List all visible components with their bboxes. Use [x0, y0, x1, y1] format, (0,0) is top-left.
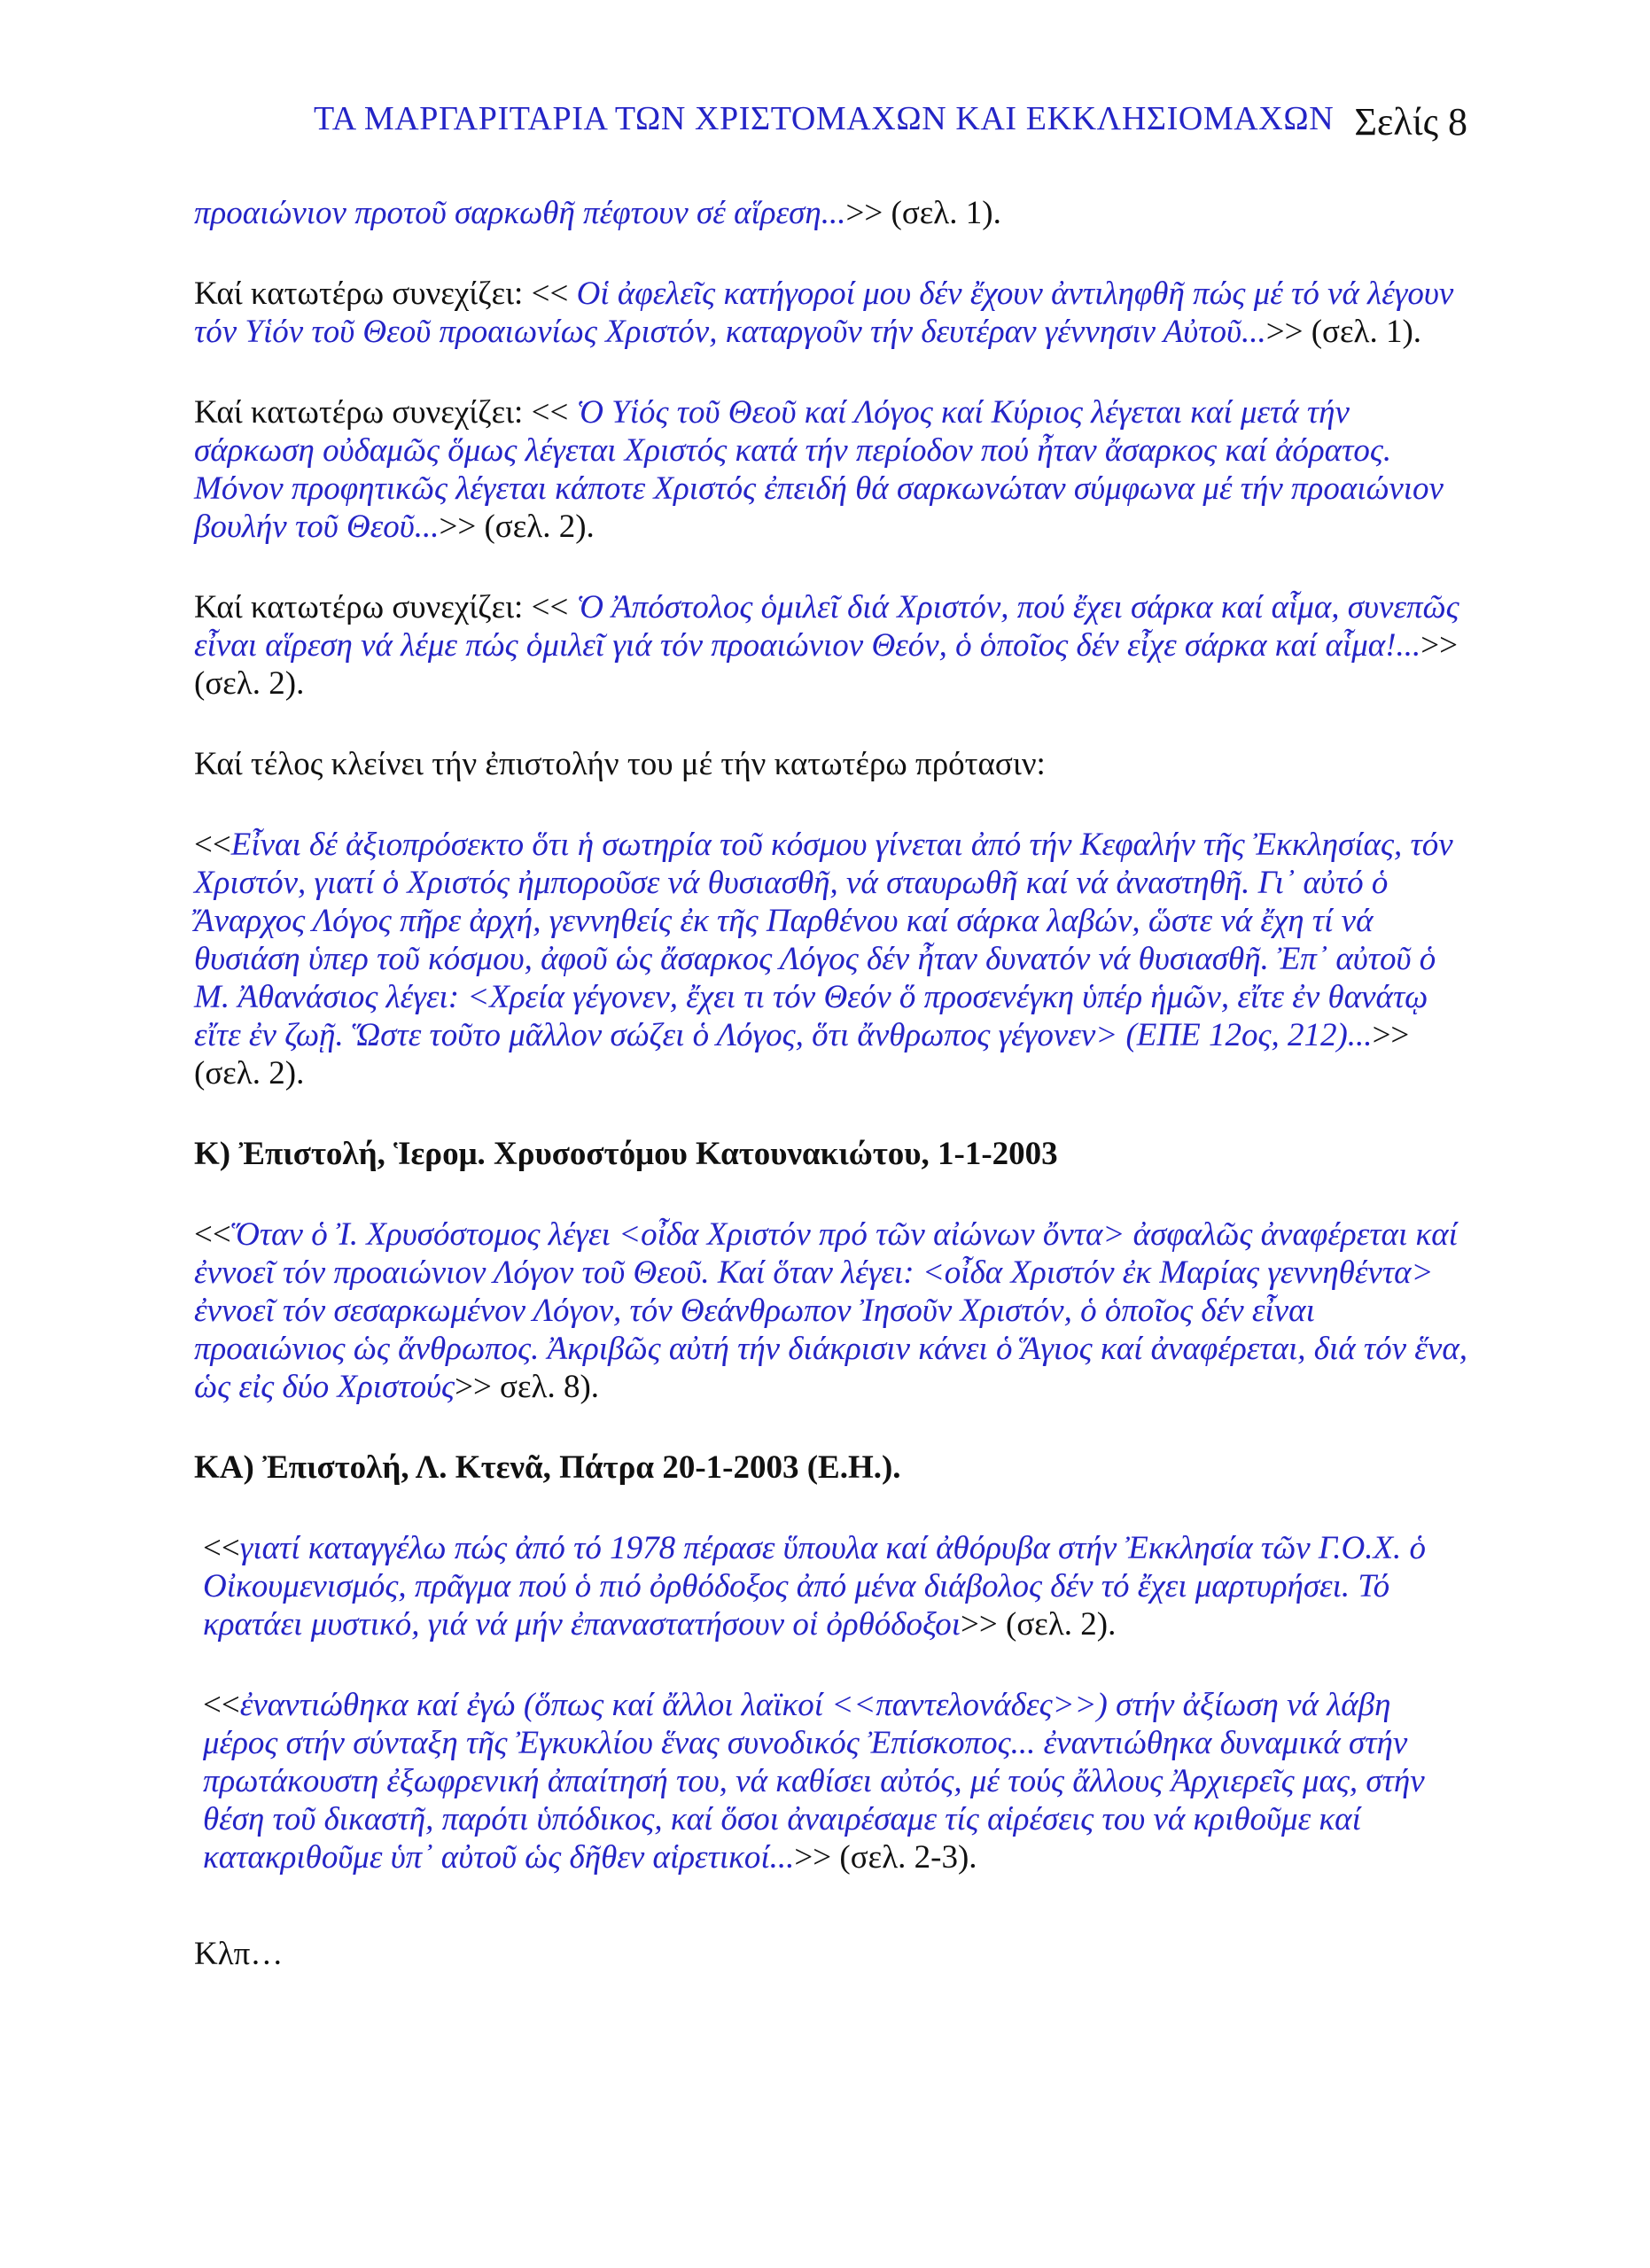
- excerpt-paragraph: [194, 1529, 1467, 1643]
- quote-text: ἐναντιώθηκα καί ἐγώ (ὅπως καί ἄλλοι λαϊκοί <<παντελονάδες>>) στήν ἀξίωση νά λάβη μέρος στήν σύνταξη τῆς Ἐγκυκλίου ἕνας συνοδικός Ἐπίσκοπος... ἐναντιώθηκα δυναμικά στήν πρωτάκουστη ἐξωφρενική ἀπαίτησή του, νά καθίσει αὐτός, μέ τούς ἄλλους Ἀρχιερεῖς μας, στήν θέση τοῦ δικαστῆ, παρότι ὑπόδικος, καί ὅσοι ἀναιρέσαμε τίς αἱρέσεις του νά κριθοῦμε καί κατακριθοῦμε ὑπ᾽ αὐτοῦ ὡς δῆθεν αἱρετικοί...: [203, 1687, 1425, 1876]
- closing-etc: Κλπ…: [194, 1936, 284, 1972]
- citation: >> (σελ. 2).: [194, 1017, 1410, 1091]
- quote-text: Ὅταν ὁ Ἰ. Χρυσόστομος λέγει <οἶδα Χριστόν πρό τῶν αἰώνων ὄντα> ἀσφαλῶς ἀναφέρεται καί ἐννοεῖ τόν προαιώνιον Λόγον τοῦ Θεοῦ. Καί ὅταν λέγει: <οἶδα Χριστόν ἐκ Μαρίας γεννηθέντα> ἐννοεῖ τόν σεσαρκωμένον Λόγον, τόν Θεάνθρωπον Ἰησοῦν Χριστόν, ὁ ὁποῖος δέν εἶναι προαιώνιος ὡς ἄνθρωπος. Ἀκριβῶς αὐτή τήν διάκρισιν κάνει ὁ Ἅγιος καί ἀναφέρεται, διά τόν ἕνα, ὡς εἰς δύο Χριστούς: [194, 1216, 1467, 1405]
- excerpt-paragraph: [194, 588, 1467, 703]
- quote-text: Οἱ ἀφελεῖς κατήγοροί μου δέν ἔχουν ἀντιληφθῆ πώς μέ τό νά λέγουν τόν Υἱόν τοῦ Θεοῦ προαιωνίως Χριστόν, καταργοῦν τήν δευτέραν γέννησιν Αὐτοῦ...: [194, 276, 1454, 350]
- citation: >> (σελ. 2-3).: [794, 1839, 977, 1876]
- quote-text: προαιώνιον προτοῦ σαρκωθῆ πέφτουν σέ αἵρεση...: [194, 195, 846, 231]
- intro-text: <<: [194, 827, 231, 863]
- section-heading-k: Κ) Ἐπιστολή, Ἱερομ. Χρυσοστόμου Κατουνακιώτου, 1-1-2003: [194, 1136, 1058, 1172]
- citation: >> (σελ. 1).: [1265, 314, 1422, 350]
- quote-text: Ὁ Ἀπόστολος ὁμιλεῖ διά Χριστόν, πού ἔχει σάρκα καί αἷμα, συνεπῶς εἶναι αἵρεση νά λέμε πώς ὁμιλεῖ γιά τόν προαιώνιον Θεόν, ὁ ὁποῖος δέν εἶχε σάρκα καί αἷμα!...: [194, 589, 1459, 664]
- page-number: Σελίς 8: [1354, 100, 1467, 144]
- running-header-title: ΤΑ ΜΑΡΓΑΡΙΤΑΡΙΑ ΤΩΝ ΧΡΙΣΤΟΜΑΧΩΝ ΚΑΙ ΕΚΚΛΗΣΙΟΜΑΧΩΝ: [314, 100, 1335, 137]
- excerpt-paragraph: [194, 826, 1467, 1092]
- intro-text: Καί κατωτέρω συνεχίζει: <<: [194, 589, 577, 625]
- section-heading-ka: ΚΑ) Ἐπιστολή, Λ. Κτενᾶ, Πάτρα 20-1-2003 (Ε.Η.).: [194, 1449, 901, 1486]
- narrative-paragraph: Καί τέλος κλείνει τήν ἐπιστολήν του μέ τήν κατωτέρω πρότασιν:: [194, 746, 1046, 782]
- intro-text: Καί κατωτέρω συνεχίζει: <<: [194, 276, 577, 312]
- citation: >> (σελ. 2).: [439, 509, 595, 545]
- intro-text: <<: [203, 1530, 240, 1566]
- citation: >> (σελ. 2).: [961, 1606, 1117, 1643]
- excerpt-paragraph: [194, 1216, 1467, 1406]
- quote-text: γιατί καταγγέλω πώς ἀπό τό 1978 πέρασε ὕπουλα καί ἀθόρυβα στήν Ἐκκλησία τῶν Γ.Ο.Χ. ὁ Οἰκουμενισμός, πρᾶγμα πού ὁ πιό ὀρθόδοξος ἀπό μένα διάβολος δέν τό ἔχει μαρτυρήσει. Τό κρατάει μυστικό, γιά νά μήν ἐπαναστατήσουν οἱ ὀρθόδοξοι: [203, 1530, 1427, 1643]
- quote-text: Ὁ Υἱός τοῦ Θεοῦ καί Λόγος καί Κύριος λέγεται καί μετά τήν σάρκωση οὐδαμῶς ὅμως λέγεται Χριστός κατά τήν περίοδον πού ἦταν ἄσαρκος καί ἀόρατος. Μόνον προφητικῶς λέγεται κάποτε Χριστός ἐπειδή θά σαρκωνώταν σύμφωνα μέ τήν προαιώνιον βουλήν τοῦ Θεοῦ...: [194, 394, 1444, 545]
- excerpt-paragraph: [194, 1686, 1467, 1876]
- citation: >> σελ. 8).: [455, 1369, 600, 1405]
- citation: >> (σελ. 1).: [845, 195, 1001, 231]
- document-body: [194, 194, 1467, 2016]
- quote-text: Εἶναι δέ ἀξιοπρόσεκτο ὅτι ἡ σωτηρία τοῦ κόσμου γίνεται ἀπό τήν Κεφαλήν τῆς Ἐκκλησίας, τόν Χριστόν, γιατί ὁ Χριστός ἠμποροῦσε νά θυσιασθῆ, νά σταυρωθῆ καί νά ἀναστηθῆ. Γι᾽ αὐτό ὁ Ἄναρχος Λόγος πῆρε ἀρχή, γεννηθείς ἐκ τῆς Παρθένου καί σάρκα λαβών, ὥστε νά ἔχη τί νά θυσιάση ὑπερ τοῦ κόσμου, ἀφοῦ ὡς ἄσαρκος Λόγος δέν ἦταν δυνατόν νά θυσιασθῆ. Ἐπ᾽ αὐτοῦ ὁ Μ. Ἀθανάσιος λέγει: <Χρεία γέγονεν, ἔχει τι τόν Θεόν ὅ προσενέγκη ὑπέρ ἡμῶν, εἴτε ἐν θανάτῳ εἴτε ἐν ζωῇ. Ὥστε τοῦτο μᾶλλον σώζει ὁ Λόγος, ὅτι ἄνθρωπος γέγονεν> (ΕΠΕ 12ος, 212)...: [194, 827, 1453, 1053]
- excerpt-paragraph: [194, 393, 1467, 546]
- excerpt-paragraph: [194, 194, 1467, 232]
- excerpt-paragraph: [194, 275, 1467, 351]
- citation: >> (σελ. 2).: [194, 627, 1459, 702]
- intro-text: <<: [203, 1687, 240, 1723]
- intro-text: Καί κατωτέρω συνεχίζει: <<: [194, 394, 577, 431]
- intro-text: <<: [194, 1216, 231, 1253]
